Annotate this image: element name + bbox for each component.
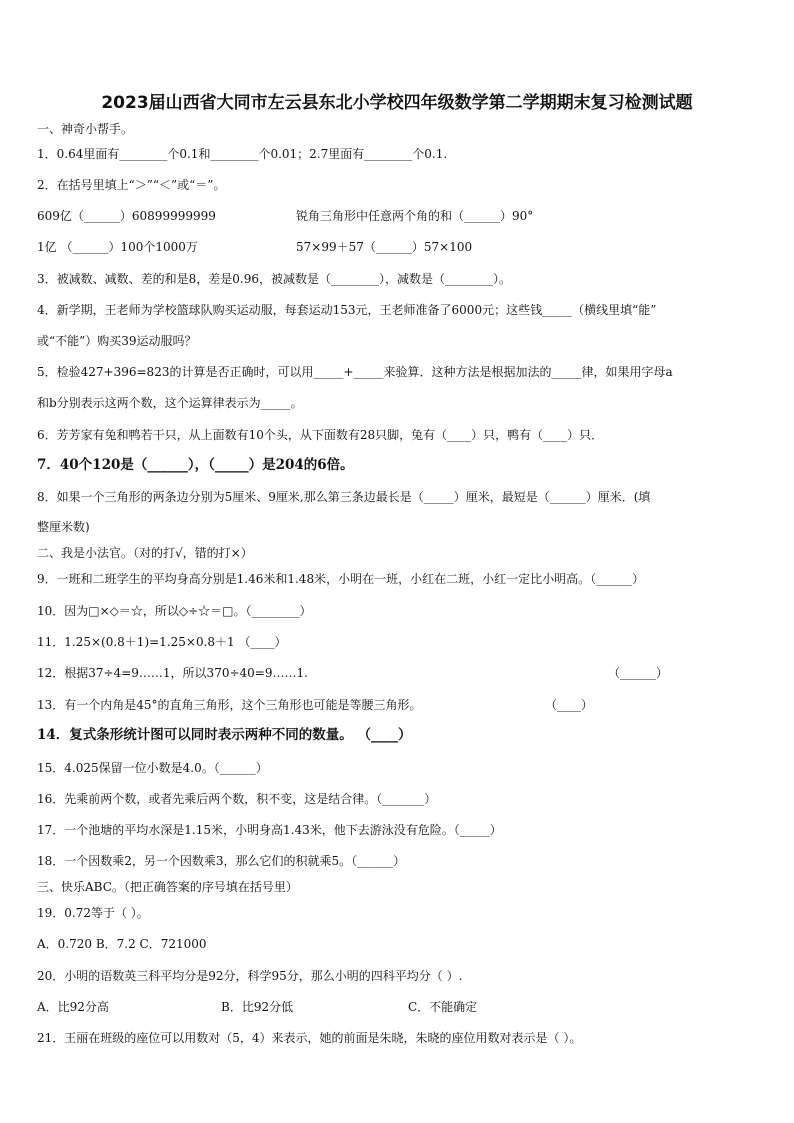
question-2-item-a: 609亿（______）60899999999 [37, 209, 216, 223]
question-5-line-2: 和b分别表示这两个数，这个运算律表示为_____。 [37, 396, 303, 410]
question-20: 20．小明的语数英三科平均分是92分，科学95分，那么小明的四科平均分（ ）. [37, 969, 463, 983]
question-14: 14．复式条形统计图可以同时表示两种不同的数量。 （____） [37, 727, 412, 743]
question-13-answer-blank: （____） [545, 698, 594, 712]
question-13: 13．有一个内角是45°的直角三角形，这个三角形也可能是等腰三角形。 [37, 698, 422, 712]
question-2: 2．在括号里填上“＞”“＜”或“＝”。 [37, 178, 226, 192]
page-title: 2023届山西省大同市左云县东北小学校四年级数学第二学期期末复习检测试题 [101, 93, 693, 113]
question-9: 9．一班和二班学生的平均身高分别是1.46米和1.48米，小明在一班，小红在二班，小红一定比小明高。（______） [37, 572, 645, 586]
question-17: 17．一个池塘的平均水深是1.15米，小明身高1.43米，他下去游泳没有危险。（_____） [37, 823, 502, 837]
question-2-item-b: 锐角三角形中任意两个角的和（______）90° [296, 209, 534, 223]
section-1-heading: 一、神奇小帮手。 [37, 122, 134, 136]
question-6: 6．芳芳家有兔和鸭若干只，从上面数有10个头，从下面数有28只脚，兔有（____）只，鸭有（____）只． [37, 428, 604, 442]
question-20-option-a: A．比92分高 [37, 1000, 109, 1014]
question-15: 15．4.025保留一位小数是4.0。（______） [37, 761, 268, 775]
question-20-option-b: B．比92分低 [221, 1000, 294, 1014]
question-5-line-1: 5．检验427+396=823的计算是否正确时，可以用_____+_____来验算．这种方法是根据加法的_____律，如果用字母a [37, 365, 673, 379]
question-12-answer-blank: （______） [608, 666, 669, 680]
question-19-options: A．0.720 B．7.2 C．721000 [37, 937, 207, 951]
section-3-heading: 三、快乐ABC。（把正确答案的序号填在括号里） [37, 880, 298, 894]
question-18: 18．一个因数乘2，另一个因数乘3，那么它们的积就乘5。（______） [37, 854, 406, 868]
question-8-line-1: 8．如果一个三角形的两条边分别为5厘米、9厘米,那么第三条边最长是（_____）厘米，最短是（______）厘米．(填 [37, 490, 651, 504]
question-4-line-1: 4．新学期，王老师为学校篮球队购买运动服，每套运动153元，王老师准备了6000元；这些钱_____（横线里填“能” [37, 303, 657, 317]
question-16: 16．先乘前两个数，或者先乘后两个数，积不变，这是结合律。（_______） [37, 792, 437, 806]
question-19: 19．0.72等于（ ）。 [37, 906, 149, 920]
question-12: 12．根据37÷4=9……1，所以370÷40=9……1. [37, 666, 308, 680]
question-3: 3．被减数、减数、差的和是8，差是0.96，被减数是（________），减数是（________）。 [37, 272, 511, 286]
question-1: 1．0.64里面有________个0.1和________个0.01；2.7里面有________个0.1. [37, 147, 448, 161]
question-11: 11．1.25×(0.8＋1)=1.25×0.8＋1 （____） [37, 635, 287, 649]
question-4-line-2: 或“不能”）购买39运动服吗？ [37, 334, 197, 348]
question-7: 7．40个120是（______），（_____）是204的6倍。 [37, 457, 354, 473]
question-2-item-c: 1亿 （______）100个1000万 [37, 240, 198, 254]
question-2-item-d: 57×99＋57（______）57×100 [296, 240, 473, 254]
section-2-heading: 二、我是小法官。（对的打√，错的打×） [37, 546, 253, 560]
question-10: 10．因为□×◇＝☆，所以◇÷☆＝□。（________） [37, 604, 312, 618]
question-8-line-2: 整厘米数) [37, 520, 90, 534]
question-20-option-c: C．不能确定 [408, 1000, 478, 1014]
question-21: 21．王丽在班级的座位可以用数对（5，4）来表示，她的前面是朱晓，朱晓的座位用数对表示是（ ）。 [37, 1031, 582, 1045]
